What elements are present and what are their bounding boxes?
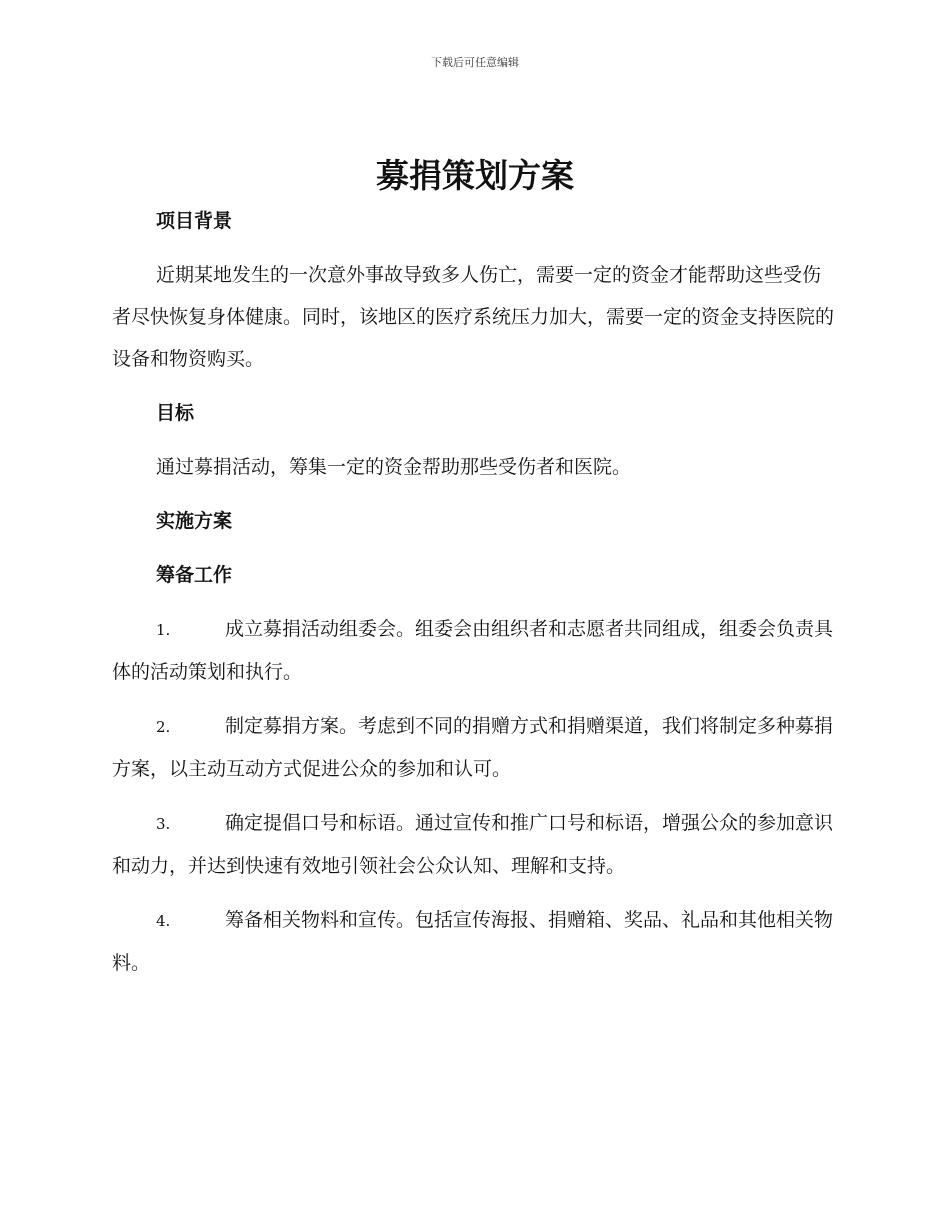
list-item-number: 4. [156,912,171,930]
list-item-text: 筹备相关物料和宣传。包括宣传海报、捐赠箱、奖品、礼品和其他相关物料。 [112,909,834,974]
list-item-text: 制定募捐方案。考虑到不同的捐赠方式和捐赠渠道，我们将制定多种募捐方案，以主动互动方式促进公众的参加和认可。 [112,715,834,780]
paragraph-background: 近期某地发生的一次意外事故导致多人伤亡，需要一定的资金才能帮助这些受伤者尽快恢复身体健康。同时，该地区的医疗系统压力加大，需要一定的资金支持医院的设备和物资购买。 [112,264,835,370]
paragraph-goal: 通过募捐活动，筹集一定的资金帮助那些受伤者和医院。 [156,456,632,478]
list-item-number: 1. [156,621,171,639]
heading-goal: 目标 [156,402,195,424]
list-item-number: 2. [156,718,171,736]
heading-plan: 实施方案 [156,510,233,532]
list-item-text: 确定提倡口号和标语。通过宣传和推广口号和标语，增强公众的参加意识和动力，并达到快速有效地引领社会公众认知、理解和支持。 [112,812,834,877]
list-item-text: 成立募捐活动组委会。组委会由组织者和志愿者共同组成，组委会负责具体的活动策划和执行。 [112,618,834,683]
list-item-number: 3. [156,815,171,833]
list-item [112,608,834,693]
list-item [112,705,834,790]
document-title: 募捐策划方案 [376,156,574,195]
heading-preparation: 筹备工作 [156,564,233,586]
document-body [112,200,834,984]
list-item [112,899,834,984]
page-header-note: 下载后可任意编辑 [431,56,519,69]
heading-background: 项目背景 [156,210,233,232]
list-item [112,802,834,887]
